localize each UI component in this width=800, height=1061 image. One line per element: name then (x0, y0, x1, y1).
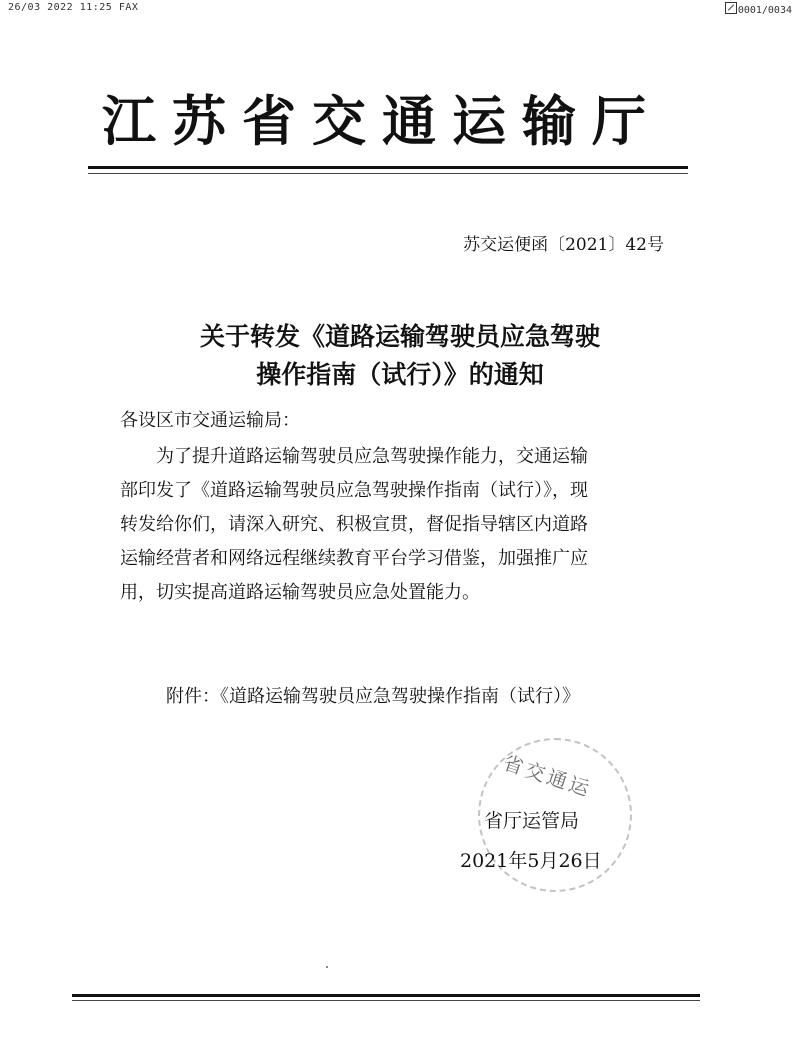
footer-rule-thick (72, 994, 700, 997)
scan-speck (326, 966, 328, 968)
fax-header (0, 2, 800, 18)
agency-title: 江苏省交通运输厅 (102, 89, 662, 153)
fax-page-counter (725, 2, 792, 16)
body-line-5: 用，切实提高道路运输驾驶员应急处置能力。 (120, 582, 480, 603)
seal-text: 省交通运 (500, 750, 595, 802)
salutation: 各设区市交通运输局： (120, 410, 300, 431)
sender: 省厅运管局 (484, 810, 580, 832)
document-title-line-1: 关于转发《道路运输驾驶员应急驾驶 (199, 322, 600, 351)
header-rule-thick (88, 166, 688, 169)
document-title-line-2: 操作指南（试行）》的通知 (256, 360, 544, 389)
document-title (100, 318, 700, 394)
fax-page-counter-text: 0001/0034 (737, 5, 792, 16)
body-paragraph (120, 440, 680, 610)
footer-rule-thin (72, 1000, 700, 1001)
body-line-2: 部印发了《道路运输驾驶员应急驾驶操作指南（试行）》，现 (120, 480, 588, 501)
fax-timestamp: 26/03 2022 11:25 FAX (8, 2, 139, 13)
document-number: 苏交运便函〔2021〕42号 (463, 235, 664, 255)
body-line-4: 运输经营者和网络远程继续教育平台学习借鉴，加强推广应 (120, 548, 588, 569)
issue-date: 2021年5月26日 (460, 850, 602, 872)
body-line-3: 转发给你们，请深入研究、积极宣贯，督促指导辖区内道路 (120, 514, 588, 535)
fax-page-icon (725, 2, 737, 14)
attachment-line: 附件：《道路运输驾驶员应急驾驶操作指南（试行）》 (166, 686, 580, 707)
body-line-1: 为了提升道路运输驾驶员应急驾驶操作能力，交通运输 (156, 446, 588, 467)
header-rule-thin (88, 173, 688, 174)
